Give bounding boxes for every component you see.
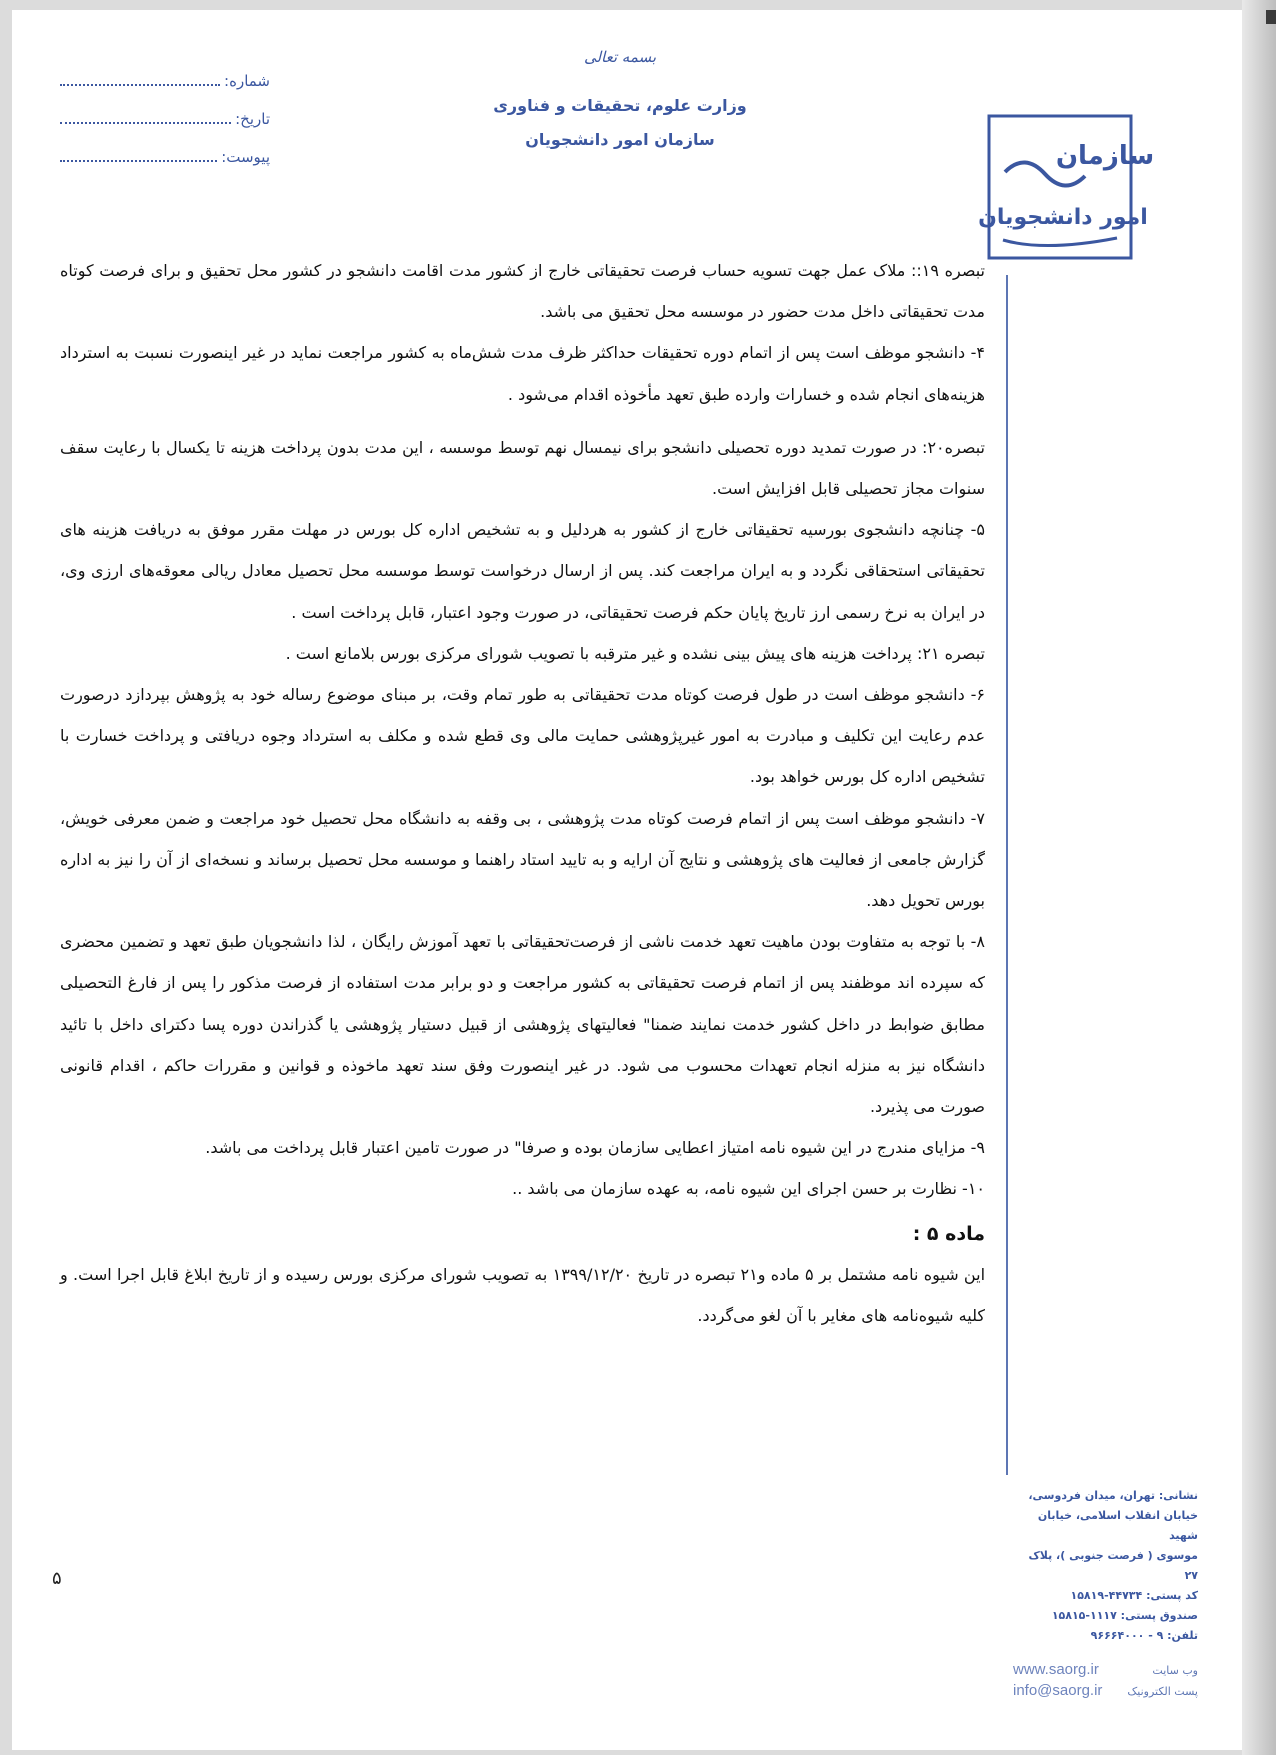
bismillah-heading: بسمه تعالی bbox=[583, 48, 657, 66]
logo-text-1: سازمان bbox=[1055, 141, 1155, 171]
paragraph-item-9: ۹- مزایای مندرج در این شیوه نامه امتیاز اعطایی سازمان بوده و صرفا" در صورت تامین اعتبار قابل پرداخت می باشد. bbox=[205, 1138, 985, 1158]
paragraph-note-21: تبصره ۲۱: پرداخت هزینه های پیش بینی نشده و غیر مترقبه با تصویب شورای مرکزی بورس بلامانع است . bbox=[285, 643, 985, 663]
address-line: موسوی ( فرصت جنوبی )، پلاک ۲۷ bbox=[1028, 1549, 1198, 1582]
phone-line: تلفن: ۹ - ۹۶۶۶۴۰۰۰ bbox=[1090, 1629, 1198, 1642]
website-label: وب سایت bbox=[1152, 1664, 1198, 1677]
page-number: ۵ bbox=[52, 1568, 62, 1589]
letter-number-label: شماره: bbox=[224, 72, 270, 90]
letter-attachment-dots bbox=[60, 150, 217, 162]
letter-attachment-label: پیوست: bbox=[221, 148, 270, 166]
organization-address bbox=[1013, 1486, 1198, 1646]
logo-text-2: امور دانشجویان bbox=[978, 205, 1148, 230]
letter-attachment-field bbox=[60, 148, 270, 166]
paragraph-item-7: ۷- دانشجو موظف است پس از اتمام فرصت کوتاه مدت پژوهشی ، بی وقفه به دانشگاه محل تحصیل خود مراجعت و ضمن معرفی خویش، گزارش جامعی از فعالیت های پژوهشی و نتایج آن ارایه و به تایید استاد راهنما و موسسه محل تحصیل برساند و نسخه‌ای از آن را نیز به اداره بورس تحویل دهد. bbox=[60, 808, 985, 911]
scan-edge-mark bbox=[1266, 10, 1276, 24]
letter-date-dots bbox=[60, 112, 231, 124]
letter-number-dots bbox=[60, 74, 220, 86]
letter-date-label: تاریخ: bbox=[235, 110, 270, 128]
paragraph-note-20: تبصره۲۰: در صورت تمدید دوره تحصیلی دانشجو برای نیمسال نهم توسط موسسه ، این مدت بدون پرداخت هزینه تا یکسال با رعایت سقف سنوات مجاز تحصیلی قابل افزایش است. bbox=[60, 437, 985, 499]
closing-paragraph: این شیوه نامه مشتمل بر ۵ ماده و۲۱ تبصره در تاریخ ۱۳۹۹/۱۲/۲۰ به تصویب شورای مرکزی بورس رسیده و از تاریخ ابلاغ قابل اجرا است. و کلیه شیوه‌نامه های مغایر با آن لغو می‌گردد. bbox=[60, 1264, 986, 1325]
address-line: خیابان انقلاب اسلامی، خیابان شهید bbox=[1037, 1509, 1198, 1542]
website-link[interactable]: www.saorg.ir bbox=[1013, 1661, 1099, 1678]
paragraph-item-4: ۴- دانشجو موظف است پس از اتمام دوره تحقیقات حداکثر ظرف مدت شش‌ماه به کشور مراجعت نماید در غیر اینصورت نسبت به استرداد هزینه‌های انجام شده و خسارات وارده طبق تعهد مأخوذه اقدام می‌شود . bbox=[60, 343, 985, 404]
paragraph-note-19: تبصره ۱۹:: ملاک عمل جهت تسویه حساب فرصت تحقیقاتی خارج از کشور مدت اقامت دانشجو در کشور محل تحقیق و برای فرصت کوتاه مدت تحقیقاتی داخل مدت حضور در موسسه محل تحقیق می باشد. bbox=[60, 261, 985, 322]
organization-logo bbox=[978, 112, 1155, 262]
margin-rule-line bbox=[1006, 275, 1008, 1475]
postal-code-line: کد پستی: ۴۴۷۳۴-۱۵۸۱۹ bbox=[1070, 1589, 1198, 1602]
paragraph-item-10: ۱۰- نظارت بر حسن اجرای این شیوه نامه، به عهده سازمان می باشد .. bbox=[512, 1179, 985, 1199]
organization-name: سازمان امور دانشجویان bbox=[525, 130, 715, 149]
email-label: پست الکترونیک bbox=[1127, 1685, 1198, 1698]
section-heading-article-5: ماده ۵ : bbox=[912, 1222, 985, 1245]
document-body bbox=[60, 250, 985, 1336]
letter-date-field bbox=[60, 110, 270, 128]
paragraph-item-5: ۵- چنانچه دانشجوی بورسیه تحقیقاتی خارج از کشور به هردلیل و به تشخیص اداره کل بورس در مهلت مقرر موفق به دریافت هزینه های تحقیقاتی استحقاقی نگردد و به ایران مراجعت کند. پس از ارسال درخواست توسط موسسه محل تحصیل معادل ریالی معوقه‌های ارزی وی، در ایران به نرخ رسمی ارز تاریخ پایان حکم فرصت تحقیقاتی، در صورت وجود اعتبار، قابل پرداخت است . bbox=[60, 520, 985, 622]
po-box-line: صندوق پستی: ۱۱۱۷-۱۵۸۱۵ bbox=[1051, 1609, 1198, 1622]
scan-edge-shadow bbox=[1242, 0, 1276, 1755]
paragraph-item-8: ۸- با توجه به متفاوت بودن ماهیت تعهد خدمت ناشی از فرصت‌تحقیقاتی با تعهد آموزش رایگان ، لذا دانشجویان طبق تعهد و تضمین محضری که سپرده اند موظفند پس از اتمام فرصت تحقیقاتی به کشور مراجعت و دو برابر مدت استفاده از فرصت مذکور را پس از فارغ التحصیلی مطابق ضوابط در داخل کشور خدمت نمایند ضمنا" فعالیتهای پژوهشی از قبیل دستیار پژوهشی یا گذراندن دوره پسا دکترای داخل با تائید دانشگاه نیز به منزله انجام تعهدات محسوب می شود. در غیر اینصورت وفق سند تعهد ماخوذه و قوانین و مقررات حاکم ، اقدام قانونی صورت می پذیرد. bbox=[60, 932, 985, 1117]
email-link[interactable]: info@saorg.ir bbox=[1013, 1682, 1103, 1699]
letter-number-field bbox=[60, 72, 270, 90]
paragraph-item-6: ۶- دانشجو موظف است در طول فرصت کوتاه مدت تحقیقاتی به طور تمام وقت، بر مبنای موضوع رساله خود به پژوهش بپردازد درصورت عدم رعایت این تکلیف و مبادرت به امور غیرپژوهشی حمایت مالی وی قطع شده و مکلف به استرداد وجوه دریافتی و پرداخت خسارت با تشخیص اداره کل بورس خواهد بود. bbox=[60, 685, 985, 787]
contact-web bbox=[1013, 1660, 1198, 1702]
ministry-name: وزارت علوم، تحقیقات و فناوری bbox=[493, 96, 747, 115]
address-line: نشانی: تهران، میدان فردوسی، bbox=[1028, 1489, 1198, 1502]
